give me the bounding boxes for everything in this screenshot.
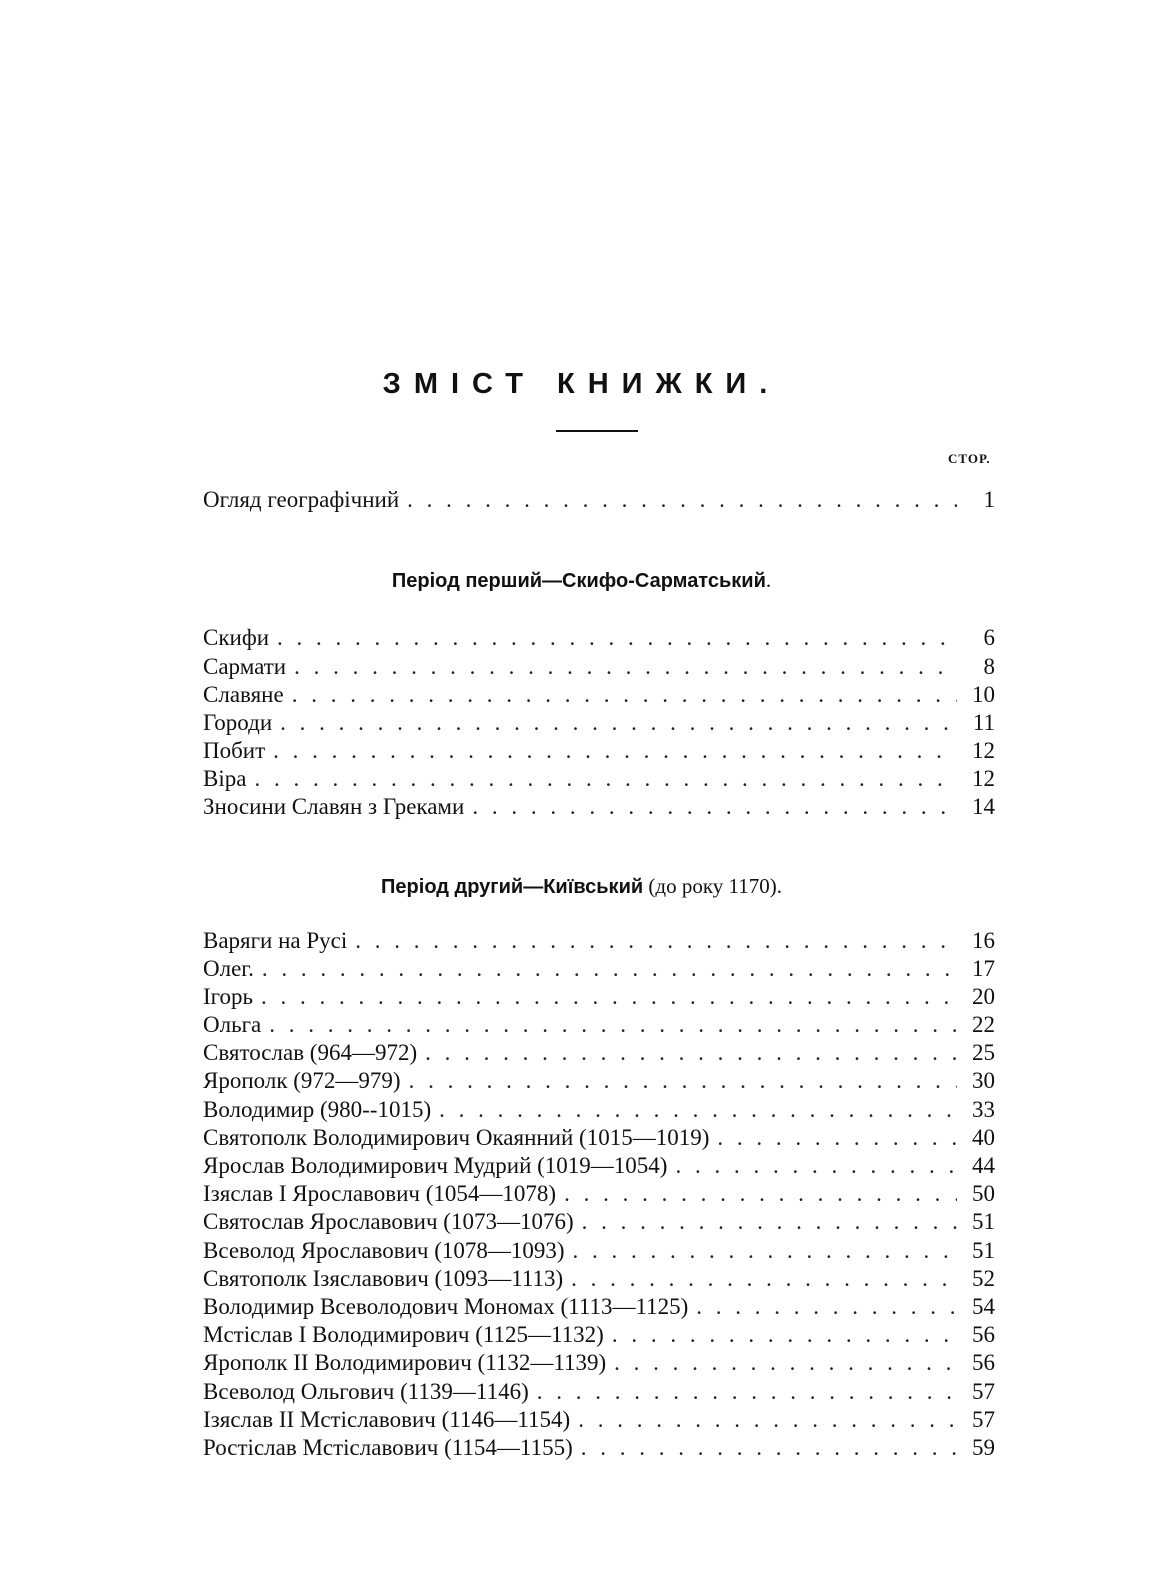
toc-entry[interactable] <box>203 1378 995 1406</box>
toc-entry-page: 57 <box>972 1379 995 1404</box>
toc-entry[interactable] <box>203 983 995 1011</box>
section-heading-title: Період перший—Скифо-Сарматський <box>391 570 766 592</box>
dot-leader <box>439 1096 957 1124</box>
section-heading-1 <box>0 568 1163 593</box>
toc-entry-page: 12 <box>972 738 995 763</box>
toc-entry-label: Огляд географічний <box>203 487 400 512</box>
toc-entry-page: 51 <box>972 1209 995 1234</box>
dot-leader <box>717 1124 957 1152</box>
toc-entry-label: Святополк Володимирович Окаянний (1015—1019) <box>203 1125 710 1150</box>
toc-entry[interactable] <box>203 1434 995 1462</box>
toc-entry[interactable] <box>203 1406 995 1434</box>
toc-entry-label: Мстіслав І Володимирович (1125—1132) <box>203 1322 604 1347</box>
toc-entry-page: 14 <box>972 794 995 819</box>
toc-entry[interactable] <box>203 1067 995 1095</box>
toc-entry-page: 54 <box>972 1294 995 1319</box>
toc-entry-page: 59 <box>972 1435 995 1460</box>
toc-entry[interactable] <box>203 793 995 821</box>
dot-leader <box>254 765 957 793</box>
toc-entry[interactable] <box>203 709 995 737</box>
toc-entry-label: Побит <box>203 738 266 763</box>
toc-entry-page: 51 <box>972 1238 995 1263</box>
toc-entry-page: 11 <box>972 710 995 735</box>
toc-entry-page: 25 <box>972 1040 995 1065</box>
toc-entry-label: Сармати <box>203 654 287 679</box>
toc-entry-page: 56 <box>972 1350 995 1375</box>
toc-entry-label: Всеволод Ярославович (1078—1093) <box>203 1238 565 1263</box>
dot-leader <box>696 1293 957 1321</box>
toc-entry[interactable] <box>203 681 995 709</box>
dot-leader <box>269 1011 957 1039</box>
toc-entry[interactable] <box>203 1237 995 1265</box>
toc-entry-label: Зносини Славян з Греками <box>203 794 465 819</box>
dot-leader <box>355 927 957 955</box>
toc-entry[interactable] <box>203 1321 995 1349</box>
toc-entry[interactable] <box>203 1265 995 1293</box>
toc-entry-label: Володимир Всеволодович Мономах (1113—1125) <box>203 1294 689 1319</box>
dot-leader <box>425 1039 957 1067</box>
toc-entry[interactable] <box>203 765 995 793</box>
toc-entry-page: 8 <box>983 654 995 679</box>
dot-leader <box>612 1321 957 1349</box>
toc-entry[interactable] <box>203 1152 995 1180</box>
toc-entry-page: 1 <box>983 487 995 512</box>
dot-leader <box>614 1349 957 1377</box>
toc-entry-label: Святослав (964—972) <box>203 1040 418 1065</box>
dot-leader <box>582 1208 957 1236</box>
section-heading-suffix: (до року 1170). <box>643 874 782 898</box>
toc-entry[interactable] <box>203 737 995 765</box>
toc-entry-label: Святослав Ярославович (1073—1076) <box>203 1209 574 1234</box>
section-heading-suffix: . <box>765 568 772 592</box>
title-divider <box>556 430 638 432</box>
toc-entry-page: 16 <box>972 928 995 953</box>
toc-entry-label: Ольга <box>203 1012 262 1037</box>
toc-entry[interactable] <box>203 1096 995 1124</box>
toc-entry[interactable] <box>203 1293 995 1321</box>
dot-leader <box>407 486 957 514</box>
toc-entry-page: 12 <box>972 766 995 791</box>
dot-leader <box>294 653 957 681</box>
toc-entry-label: Ізяслав II Мстіславович (1146—1154) <box>203 1407 571 1432</box>
toc-entry[interactable] <box>203 653 995 681</box>
dot-leader <box>262 955 957 983</box>
toc-entry[interactable] <box>203 1208 995 1236</box>
toc-entry-label: Святополк Ізяславович (1093—1113) <box>203 1266 564 1291</box>
toc-entry-page: 56 <box>972 1322 995 1347</box>
toc-entry-label: Ярополк II Володимирович (1132—1139) <box>203 1350 607 1375</box>
dot-leader <box>581 1434 957 1462</box>
dot-leader <box>578 1406 957 1434</box>
toc-entry[interactable] <box>203 1124 995 1152</box>
toc-entry-page: 57 <box>972 1407 995 1432</box>
toc-entry-label: Варяги на Русі <box>203 928 348 953</box>
toc-entry-page: 44 <box>972 1153 995 1178</box>
dot-leader <box>280 709 957 737</box>
dot-leader <box>409 1067 957 1095</box>
dot-leader <box>261 983 957 1011</box>
toc-entry[interactable] <box>203 1011 995 1039</box>
toc-entry[interactable] <box>203 955 995 983</box>
toc-entry-label: Скифи <box>203 625 270 650</box>
dot-leader <box>564 1180 957 1208</box>
page-column-label: СТОР. <box>948 451 991 466</box>
section-heading-2 <box>0 874 1163 899</box>
toc-entry[interactable] <box>203 624 995 652</box>
toc-entry-label: Всеволод Ольгович (1139—1146) <box>203 1379 529 1404</box>
toc-entry-page: 20 <box>972 984 995 1009</box>
dot-leader <box>573 1237 957 1265</box>
toc-entry-page: 40 <box>972 1125 995 1150</box>
toc-entry-label: Ігорь <box>203 984 254 1009</box>
dot-leader <box>537 1378 957 1406</box>
dot-leader <box>472 793 957 821</box>
toc-entry-label: Ізяслав І Ярославович (1054—1078) <box>203 1181 557 1206</box>
toc-entry-page: 17 <box>972 956 995 981</box>
page-title: ЗМІСТ КНИЖКИ. <box>382 368 781 400</box>
toc-entry[interactable] <box>203 1349 995 1377</box>
toc-entry-label: Олег. <box>203 956 254 981</box>
toc-entry[interactable] <box>203 927 995 955</box>
toc-entry-label: Ярослав Володимирович Мудрий (1019—1054) <box>203 1153 668 1178</box>
toc-entry-label: Ярополк (972—979) <box>203 1068 401 1093</box>
dot-leader <box>675 1152 957 1180</box>
toc-entry[interactable] <box>203 1039 995 1067</box>
toc-entry-page: 10 <box>972 682 995 707</box>
section-heading-title: Період другий—Київський <box>381 876 644 898</box>
toc-entry-page: 52 <box>972 1266 995 1291</box>
toc-entry-page: 50 <box>972 1181 995 1206</box>
dot-leader <box>277 624 957 652</box>
dot-leader <box>273 737 957 765</box>
toc-entry-label: Володимир (980--1015) <box>203 1097 432 1122</box>
toc-entry-label: Городи <box>203 710 273 735</box>
toc-entry-label: Віра <box>203 766 247 791</box>
toc-entry-page: 6 <box>983 625 995 650</box>
toc-entry-label: Ростіслав Мстіславович (1154—1155) <box>203 1435 573 1460</box>
dot-leader <box>571 1265 957 1293</box>
toc-entry-page: 30 <box>972 1068 995 1093</box>
toc-entry-intro[interactable] <box>203 486 995 514</box>
toc-entry-page: 33 <box>972 1097 995 1122</box>
toc-entry-page: 22 <box>972 1012 995 1037</box>
dot-leader <box>292 681 957 709</box>
toc-entry-label: Славяне <box>203 682 284 707</box>
toc-entry[interactable] <box>203 1180 995 1208</box>
